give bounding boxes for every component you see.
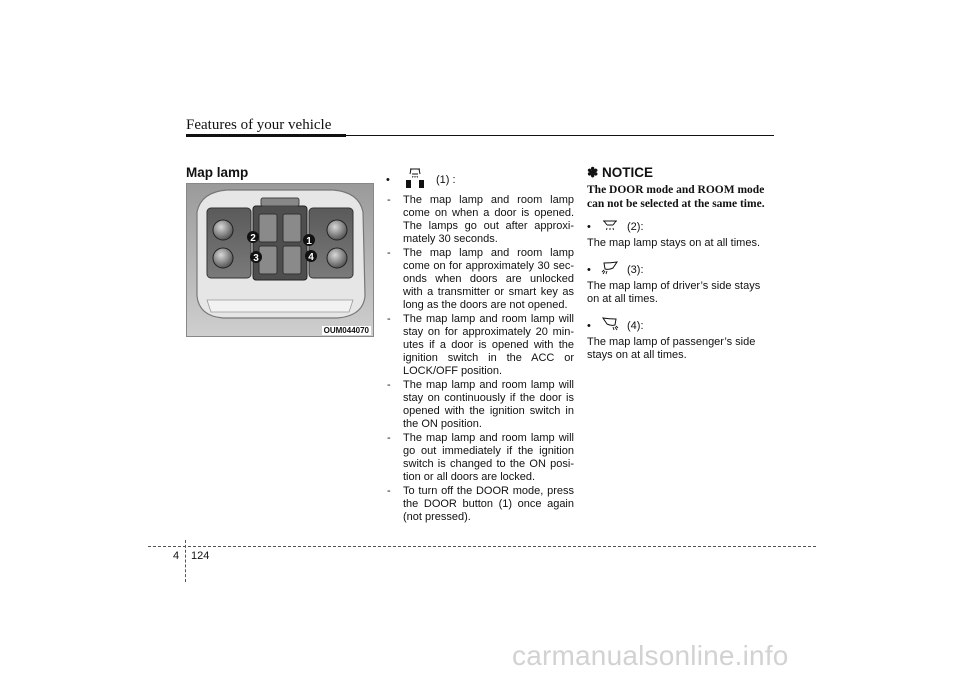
door-mode-heading (386, 168, 574, 192)
header-rule-thin (346, 135, 774, 136)
svg-text:1: 1 (306, 236, 312, 247)
header-rule-thick (186, 134, 346, 137)
notice-item-label: (4): (627, 319, 644, 332)
notice-item-desc: The map lamp of passenger’s side stays on at all times. (587, 336, 756, 361)
svg-text:4: 4 (308, 252, 314, 263)
section-title: Map lamp (186, 165, 249, 180)
notice-title: ✽ NOTICE (587, 165, 654, 180)
door-mode-list (386, 194, 574, 524)
list-item: - The map lamp and room lamp come on for approximately 30 sec-onds when doors are unlocked with a transmitter or smart key as long as the doors are not opened. (387, 247, 574, 311)
chapter-number: 4 (173, 550, 180, 562)
watermark: carmanualsonline.info (512, 640, 789, 671)
notice-item-desc: The map lamp of driver’s side stays on at all times. (587, 280, 761, 305)
overhead-console-illustration (187, 184, 373, 336)
notice-statement: The DOOR mode and ROOM mode can not be selected at the same time. (587, 184, 765, 210)
notice-item-driver: • (3): (587, 262, 774, 278)
map-lamp-photo (186, 183, 374, 337)
page-number: 124 (191, 550, 210, 562)
list-item: - To turn off the DOOR mode, press the DOOR button (1) once again (not pressed). (387, 485, 574, 523)
door-mode-column (386, 168, 574, 525)
notice-item-desc: The map lamp stays on at all times. (587, 237, 761, 249)
list-item: - The map lamp and room lamp will stay on for approximately 20 min-utes if a door is opened with the ignition switch in the ACC or LOCK/OFF position. (387, 313, 574, 377)
svg-text:2: 2 (250, 233, 256, 244)
bullet: • (386, 173, 390, 186)
header-title: Features of your vehicle (186, 117, 332, 133)
driver-lamp-icon (597, 261, 627, 279)
notice-item-room: • (2): (587, 219, 774, 235)
footer-rule (148, 546, 816, 547)
room-lamp-icon (597, 219, 627, 235)
footer-divider (185, 540, 186, 582)
list-item: - The map lamp and room lamp will stay on continuously if the door is opened with the ignition switch in the ON position. (387, 379, 574, 430)
list-item: - The map lamp and room lamp come on when a door is opened. The lamps go out after approxi-mately 30 seconds. (387, 194, 574, 245)
door-mode-label: (1) : (436, 173, 456, 186)
door-lamp-icon (402, 167, 428, 193)
photo-code: OUM044070 (323, 326, 369, 335)
notice-item-passenger: • (4): (587, 318, 774, 334)
notice-item-label: (3): (627, 263, 644, 276)
list-item: - The map lamp and room lamp will go out immediately if the ignition switch is changed to the ON posi-tion or all doors are locked. (387, 432, 574, 483)
passenger-lamp-icon (597, 317, 627, 335)
notice-item-label: (2): (627, 220, 644, 233)
svg-text:3: 3 (253, 253, 259, 264)
notice-column (587, 166, 774, 362)
